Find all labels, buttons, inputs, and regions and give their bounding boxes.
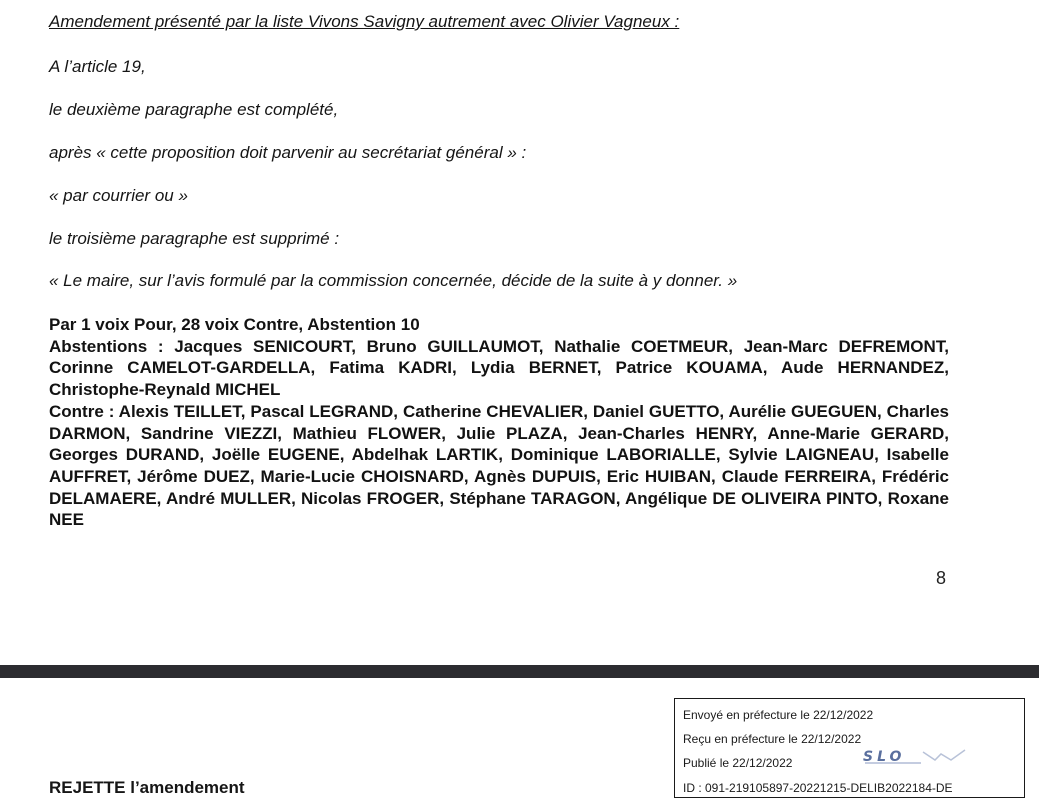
inserted-text: « par courrier ou » [49,186,188,205]
stamp-sent: Envoyé en préfecture le 22/12/2022 [683,708,874,722]
insertion-location: après « cette proposition doit parvenir au secrétariat général » : [49,143,527,162]
vote-tally: Par 1 voix Pour, 28 voix Contre, Abstention 10 [49,315,420,334]
decision-text: REJETTE l’amendement [49,778,245,797]
slow-logo-icon [861,746,971,766]
contre-list: Contre : Alexis TEILLET, Pascal LEGRAND, Catherine CHEVALIER, Daniel GUETTO, Aurélie GUEGUEN, Charles DARMON, Sandrine VIEZZI, Mathieu FLOWER, Julie PLAZA, Jean-Charles HENRY, Anne-Marie GERARD, Georges DURAND, Joëlle EUGENE, Abdelhak LARTIK, Dominique LABORIALLE, Sylvie LAIGNEAU, Isabelle AUFFRET, Jérôme DUEZ, Marie-Lucie CHOISNARD, Agnès DUPUIS, Eric HUIBAN, Claude FERREIRA, Frédéric DELAMAERE, André MULLER, Nicolas FROGER, Stéphane TARAGON, Angélique DE OLIVEIRA PINTO, Roxane NEE [49,401,949,530]
prefecture-stamp [674,698,1025,798]
amendment-heading: Amendement présenté par la liste Vivons Savigny autrement avec Olivier Vagneux : [49,12,680,31]
stamp-received: Reçu en préfecture le 22/12/2022 [683,732,862,746]
second-paragraph-note: le deuxième paragraphe est complété, [49,100,339,119]
vote-results [49,314,949,531]
article-reference: A l’article 19, [49,57,146,76]
stamp-id: ID : 091-219105897-20221215-DELIB2022184-DE [683,781,953,795]
svg-text:SLO: SLO [863,749,906,765]
page-number: 8 [936,568,947,588]
deleted-quote: « Le maire, sur l’avis formulé par la commission concernée, décide de la suite à y donner. » [49,271,738,290]
page-separator [0,665,1039,678]
third-paragraph-note: le troisième paragraphe est supprimé : [49,229,340,248]
abstentions-list: Abstentions : Jacques SENICOURT, Bruno GUILLAUMOT, Nathalie COETMEUR, Jean-Marc DEFREMONT, Corinne CAMELOT-GARDELLA, Fatima KADRI, Lydia BERNET, Patrice KOUAMA, Aude HERNANDEZ, Christophe-Reynald MICHEL [49,336,949,400]
stamp-published: Publié le 22/12/2022 [683,756,793,770]
